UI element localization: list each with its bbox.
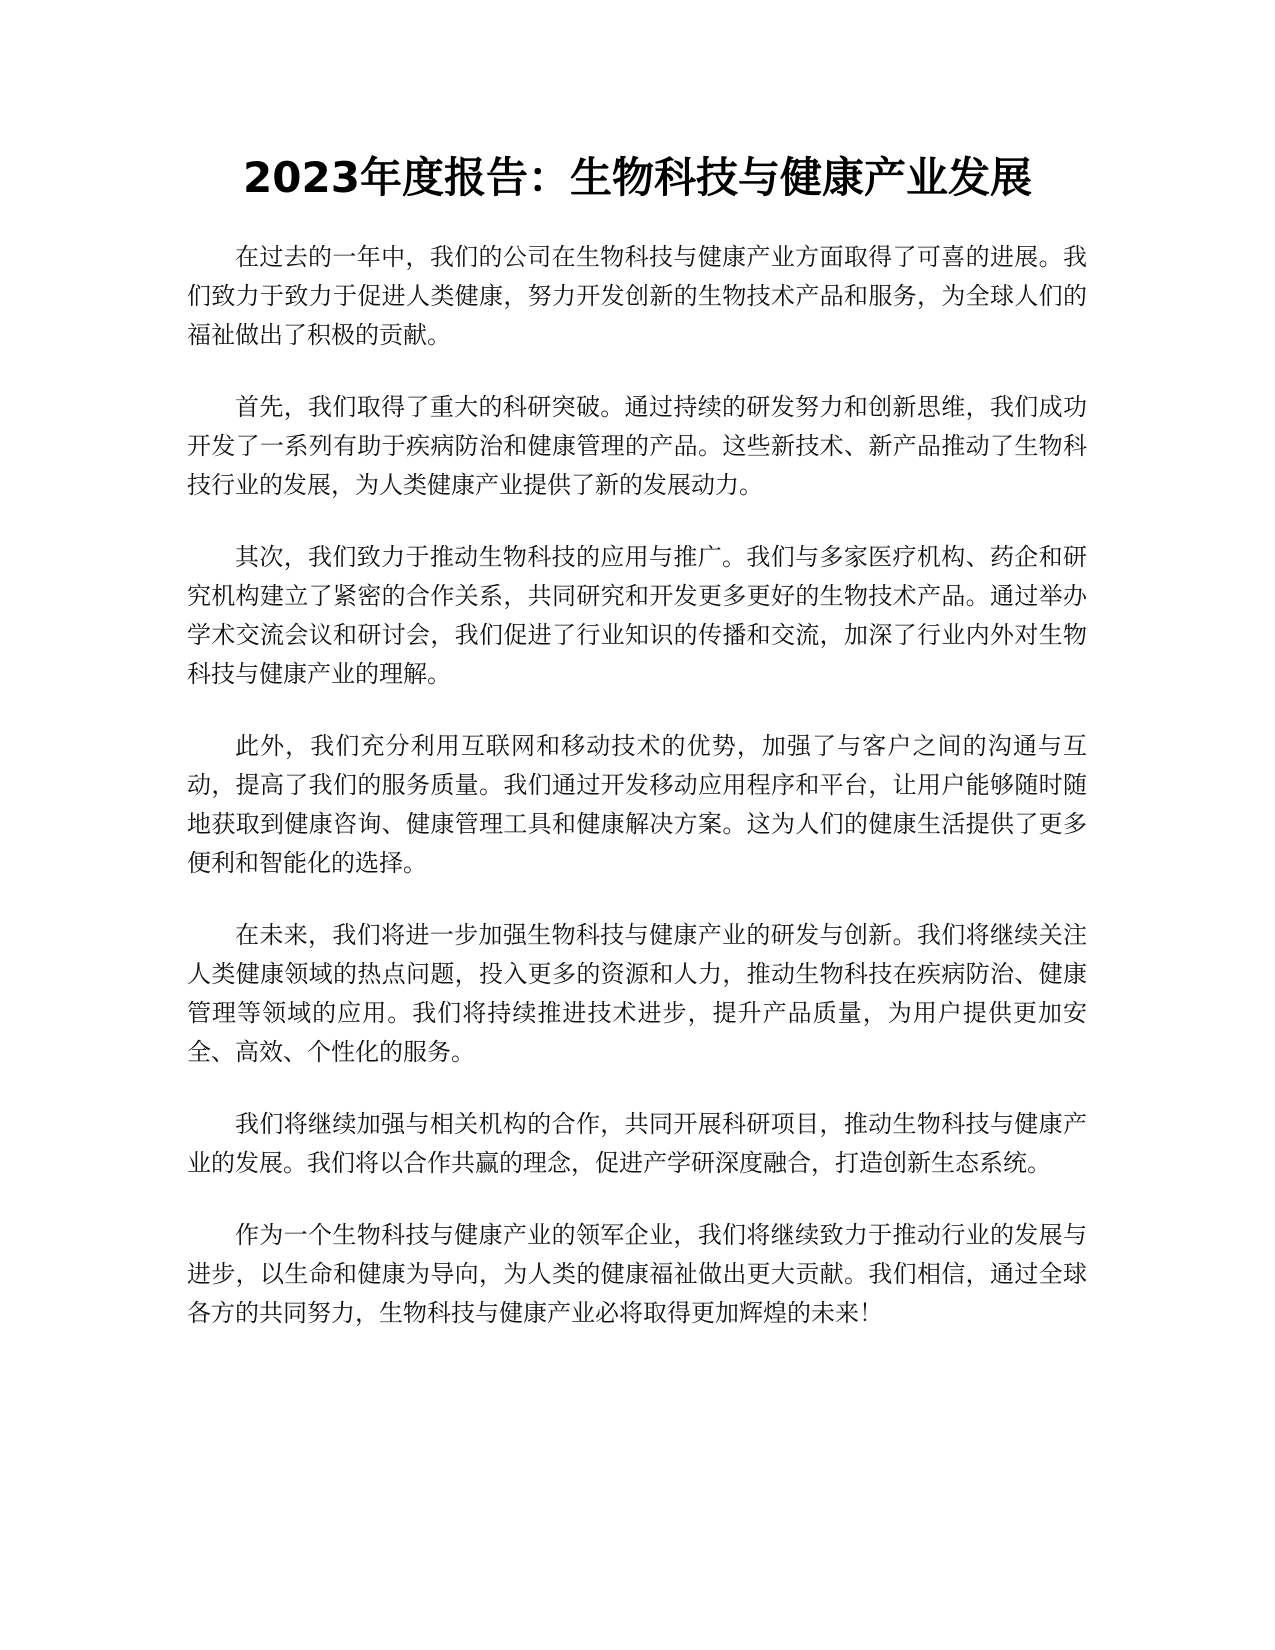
paragraph-1: 在过去的一年中，我们的公司在生物科技与健康产业方面取得了可喜的进展。我们致力于致力于促进人类健康，努力开发创新的生物技术产品和服务，为全球人们的福祉做出了积极的贡献。 (187, 243, 1087, 349)
document-title: 2023年度报告：生物科技与健康产业发展 (243, 153, 1032, 202)
document-body (187, 238, 1087, 1366)
paragraph-2: 首先，我们取得了重大的科研突破。通过持续的研发努力和创新思维，我们成功开发了一系列有助于疾病防治和健康管理的产品。这些新技术、新产品推动了生物科技行业的发展，为人类健康产业提供了新的发展动力。 (187, 393, 1087, 499)
paragraph-7: 作为一个生物科技与健康产业的领军企业，我们将继续致力于推动行业的发展与进步，以生命和健康为导向，为人类的健康福祉做出更大贡献。我们相信，通过全球各方的共同努力，生物科技与健康产业必将取得更加辉煌的未来！ (187, 1221, 1087, 1327)
paragraph-5: 在未来，我们将进一步加强生物科技与健康产业的研发与创新。我们将继续关注人类健康领域的热点问题，投入更多的资源和人力，推动生物科技在疾病防治、健康管理等领域的应用。我们将持续推进技术进步，提升产品质量，为用户提供更加安全、高效、个性化的服务。 (187, 921, 1087, 1066)
paragraph-4: 此外，我们充分利用互联网和移动技术的优势，加强了与客户之间的沟通与互动，提高了我们的服务质量。我们通过开发移动应用程序和平台，让用户能够随时随地获取到健康咨询、健康管理工具和健康解决方案。这为人们的健康生活提供了更多便利和智能化的选择。 (187, 732, 1087, 877)
paragraph-3: 其次，我们致力于推动生物科技的应用与推广。我们与多家医疗机构、药企和研究机构建立了紧密的合作关系，共同研究和开发更多更好的生物技术产品。通过举办学术交流会议和研讨会，我们促进了行业知识的传播和交流，加深了行业内外对生物科技与健康产业的理解。 (187, 543, 1087, 688)
paragraph-6: 我们将继续加强与相关机构的合作，共同开展科研项目，推动生物科技与健康产业的发展。我们将以合作共赢的理念，促进产学研深度融合，打造创新生态系统。 (187, 1110, 1087, 1177)
